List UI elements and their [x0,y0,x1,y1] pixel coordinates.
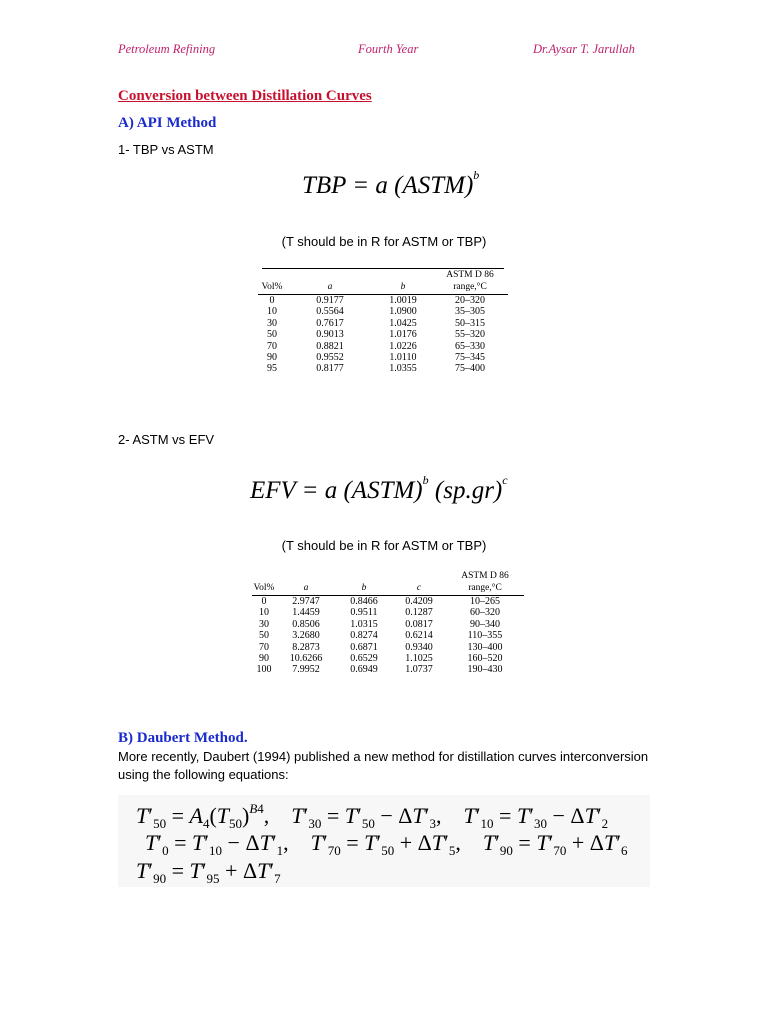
table2-row [252,607,524,618]
table1-cell: 0.9177 [316,295,344,306]
table1-cell: 1.0355 [389,363,417,375]
table1-cell: 1.0226 [389,340,417,352]
table2-header-b: b [336,583,392,596]
table1-header-vol: Vol% [258,282,286,295]
table2-cell: 90 [259,653,269,665]
table2-row [252,596,524,608]
table2-cell: 190–430 [467,664,503,676]
table1-cell: 35–305 [455,306,485,318]
table2-cell: 160–520 [467,653,503,665]
table2-row [252,653,524,664]
header-author: Dr.Aysar T. Jarullah [533,42,635,56]
daubert-equation-row2: $T'_0 = T'_{10} - \Delta T'_1$, $T'_{70} = T'_{50} + \Delta T'_5$, $T'_{90} = T'_{70} + \Delta T'_6$ [145,830,628,858]
efv-equation-part2: (sp.gr) [428,477,503,504]
table2-row [252,642,524,653]
table2-cell: 0.4209 [405,596,433,607]
daubert-equation-row3: $T'_{90} = T'_{95} + \Delta T'_7$ [136,858,281,886]
table2-cell: 110–355 [467,630,503,642]
table2-header-vol: Vol% [252,583,276,596]
table1-header-astm: ASTM D 86 [446,270,494,280]
table2-cell: 1.0315 [350,618,378,630]
api-method-heading: A) API Method [118,115,217,131]
table1-header-b: b [374,282,432,295]
tbp-equation-exponent: b [473,168,480,182]
table2-header-range: range,°C [446,583,524,596]
table2-header-astm: ASTM D 86 [461,571,509,581]
table2-cell: 2.9747 [292,596,320,607]
tbp-coefficients-table [258,270,508,375]
efv-equation [250,473,508,505]
table2-cell: 0.6529 [350,653,378,665]
table2-cell: 50 [259,630,269,642]
table2-header-a: a [276,583,336,596]
tbp-equation-rhs: = a (ASTM) [352,172,474,199]
table1-header-range: range,°C [432,282,508,295]
table2-cell: 3.2680 [292,630,320,642]
table2-cell: 1.0737 [405,664,433,676]
tbp-vs-astm-label: 1- TBP vs ASTM [118,142,214,157]
table2-cell: 10.6266 [289,653,323,665]
header-course: Petroleum Refining [118,42,216,56]
table2-cell: 0 [261,596,267,607]
tbp-equation [302,168,479,200]
table2-cell: 0.6871 [350,641,378,653]
efv-equation-part1: EFV = a (ASTM) [250,477,423,504]
table2-cell: 30 [259,618,269,630]
table2-row [252,664,524,675]
table1-cell: 1.0110 [389,352,417,364]
table1-cell: 0 [269,295,275,306]
table2-row [252,630,524,641]
table1-cell: 0.8177 [316,363,344,375]
table2-cell: 70 [259,641,269,653]
table1-cell: 55–320 [455,329,485,341]
efv-equation-exponent-b: b [422,473,429,487]
table2-cell: 0.8466 [350,596,378,607]
table2-cell: 60–320 [470,607,500,619]
table1-row [258,329,508,340]
table1-cell: 95 [267,363,277,375]
table1-cell: 75–345 [455,352,485,364]
table2-cell: 0.6949 [350,664,378,676]
table1-top-rule [262,268,504,269]
table1-cell: 70 [267,340,277,352]
table2-cell: 10–265 [470,596,500,607]
table2-cell: 10 [259,607,269,619]
table2-cell: 0.8274 [350,630,378,642]
table2-cell: 90–340 [470,618,500,630]
efv-equation-exponent-c: c [502,473,508,487]
table1-cell: 50 [267,329,277,341]
table1-cell: 65–330 [455,340,485,352]
table1-row [258,352,508,363]
table1-cell: 1.0176 [389,329,417,341]
table2-cell: 1.4459 [292,607,320,619]
table1-row [258,318,508,329]
daubert-paragraph-line2: using the following equations: [118,767,289,782]
table1-cell: 0.7617 [316,317,344,329]
efv-coefficients-table [252,571,524,676]
table2-cell: 8.2873 [292,641,320,653]
table1-row [258,306,508,317]
table2-row [252,619,524,630]
table2-cell: 1.1025 [405,653,433,665]
table2-cell: 0.6214 [405,630,433,642]
table2-cell: 0.0817 [405,618,433,630]
table2-cell: 100 [256,664,272,676]
table1-cell: 50–315 [455,317,485,329]
astm-vs-efv-label: 2- ASTM vs EFV [118,432,215,447]
table1-cell: 90 [267,352,277,364]
table1-cell: 0.9552 [316,352,344,364]
header-year: Fourth Year [358,42,419,56]
table2-cell: 0.9511 [350,607,378,619]
table1-cell: 0.5564 [316,306,344,318]
table1-cell: 0.9013 [316,329,344,341]
table2-cell: 0.8506 [292,618,320,630]
table2-cell: 7.9952 [292,664,320,676]
table1-cell: 20–320 [455,295,485,306]
table2-header-c: c [392,583,446,596]
table1-row [258,341,508,352]
table1-cell: 30 [267,317,277,329]
table1-cell: 10 [267,306,277,318]
table2-cell: 0.9340 [405,641,433,653]
table1-cell: 75–400 [455,363,485,375]
daubert-equations-figure [118,795,650,887]
table1-row [258,363,508,374]
daubert-paragraph-line1: More recently, Daubert (1994) published a new method for distillation curves interconversion [118,749,649,764]
table1-row [258,295,508,307]
table1-cell: 1.0425 [389,317,417,329]
efv-note: (T should be in R for ASTM or TBP) [281,538,487,553]
table2-cell: 130–400 [467,641,503,653]
table1-cell: 0.8821 [316,340,344,352]
table1-header-a: a [286,282,374,295]
daubert-equation-row1: $T'_{50} = A_4(T_{50})^{B4}$, $T'_{30} = T'_{50} - \Delta T'_3$, $T'_{10} = T'_{30} - \Delta T'_2$ [136,801,609,831]
daubert-method-heading: B) Daubert Method. [118,730,248,746]
section-title: Conversion between Distillation Curves [118,88,372,104]
table1-cell: 1.0900 [389,306,417,318]
table1-cell: 1.0019 [389,295,417,306]
tbp-equation-lhs: TBP [302,172,346,199]
tbp-note: (T should be in R for ASTM or TBP) [281,234,487,249]
table2-cell: 0.1287 [405,607,433,619]
